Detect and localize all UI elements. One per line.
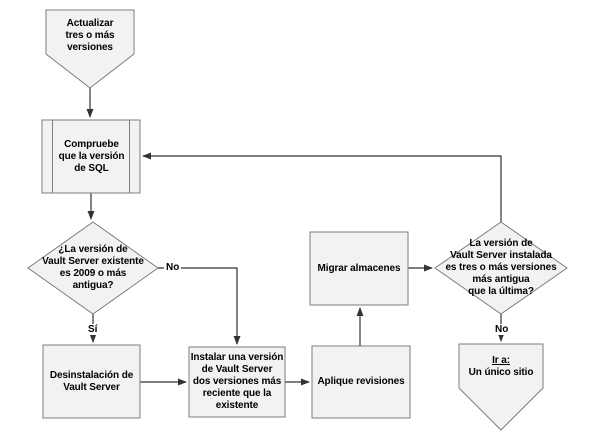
install-label: Instalar una versión de Vault Server dos versiones más reciente que la existente xyxy=(190,352,284,411)
check-sql-label: Compruebe que la versión de SQL xyxy=(58,138,125,174)
start-offpage-shape xyxy=(46,10,134,88)
migrate-stores-process-shape xyxy=(310,232,408,305)
decision-installed-diamond-shape xyxy=(435,222,567,314)
edge-label-no-left: No xyxy=(166,262,180,273)
goto-label-line1: Ir a: xyxy=(492,355,510,366)
apply-revisions-process-shape xyxy=(312,346,410,418)
migrate-stores-label: Migrar almacenes xyxy=(317,262,401,274)
arrow-decision-no-to-install xyxy=(158,268,237,344)
uninstall-label: Desinstalación de Vault Server xyxy=(49,369,134,393)
install-process-shape xyxy=(189,347,285,417)
check-sql-predefined-process-shape xyxy=(42,120,140,193)
apply-revisions-label: Aplique revisiones xyxy=(317,376,405,387)
decision-existing-diamond-shape xyxy=(28,222,158,314)
uninstall-process-shape xyxy=(43,345,140,418)
goto-offpage-shape xyxy=(459,344,543,430)
edge-label-no-right: No xyxy=(495,324,509,335)
decision-installed-label: La versión de Vault Server instalada es tres o más versiones más antigua que la última? xyxy=(445,238,557,297)
edge-label-si: Sí xyxy=(88,324,98,335)
start-label: Actualizar tres o más versiones xyxy=(65,18,115,53)
arrow-decision2-loop-to-check xyxy=(143,156,501,222)
decision-existing-label: ¿La versión de Vault Server existente es 2009 o más antigua? xyxy=(42,244,144,291)
goto-label-line2: Un único sitio xyxy=(468,367,534,378)
